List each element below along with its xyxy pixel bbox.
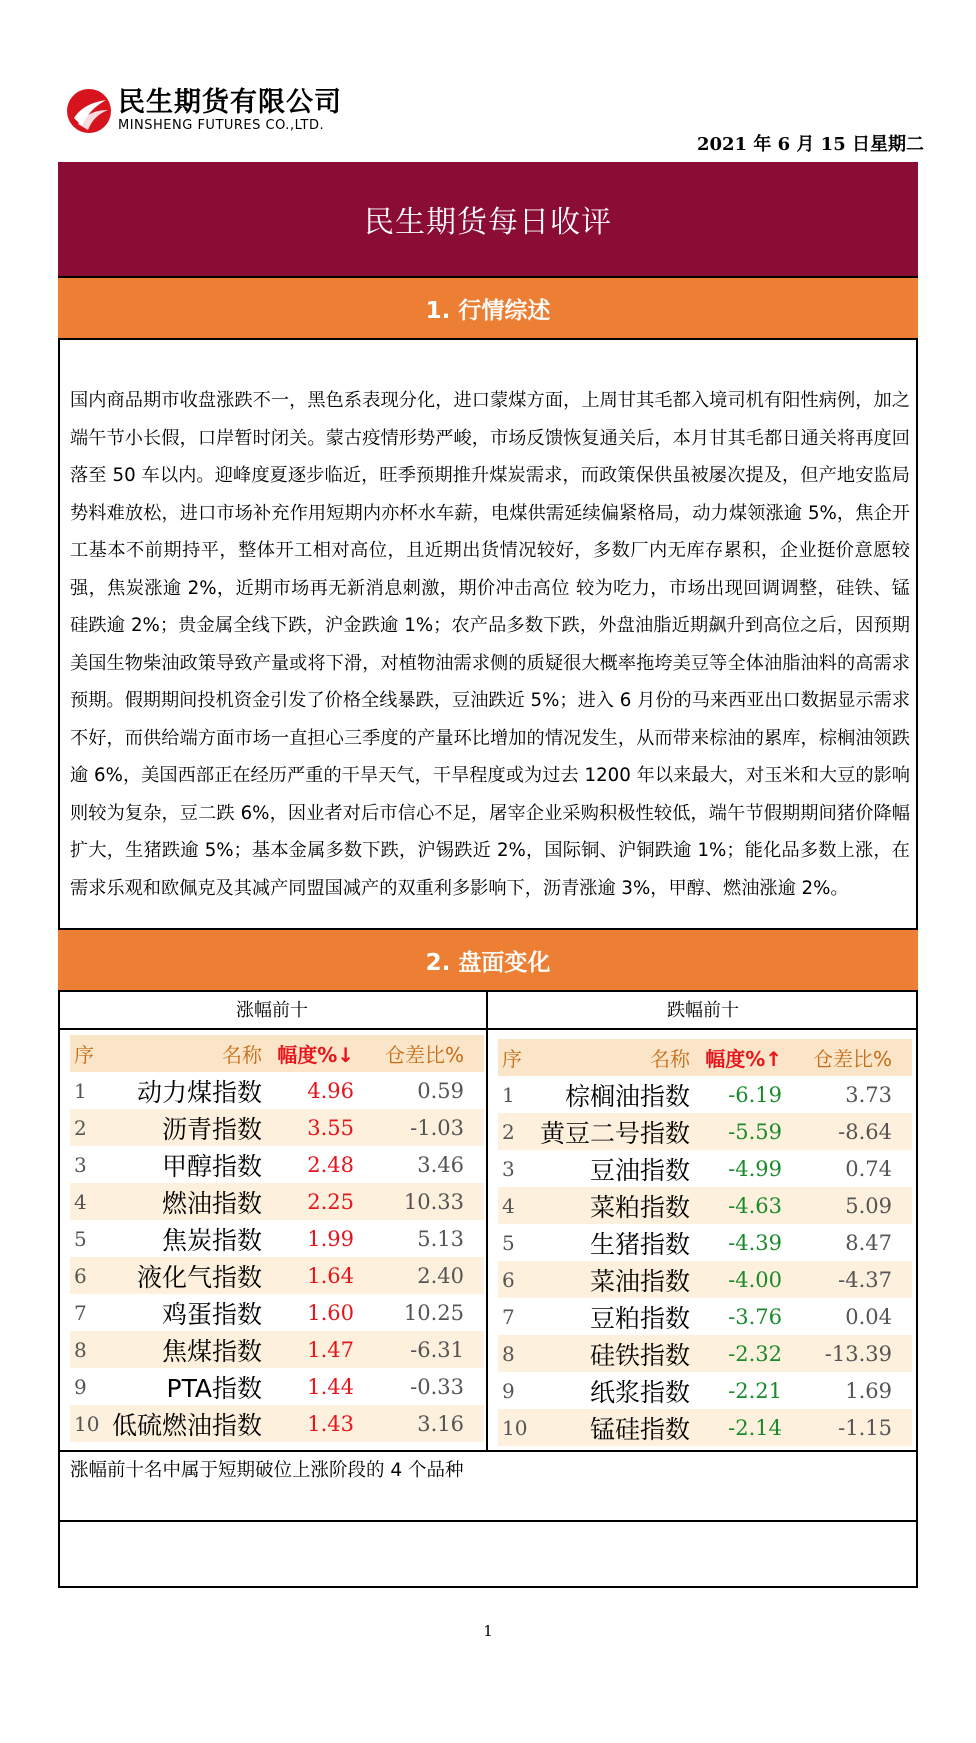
pct-cell: 1.47 xyxy=(307,1337,355,1362)
page-number: 1 xyxy=(483,1622,493,1640)
pct-cell: 1.60 xyxy=(307,1300,355,1325)
col-pos-header: 仓差比% xyxy=(385,1043,465,1067)
name-cell: 菜油指数 xyxy=(590,1266,691,1296)
name-cell: 豆油指数 xyxy=(590,1155,691,1185)
rank-cell: 6 xyxy=(502,1267,515,1292)
pct-cell: -4.00 xyxy=(728,1267,783,1292)
col-name-header: 名称 xyxy=(222,1043,263,1067)
name-cell: 甲醇指数 xyxy=(162,1151,263,1181)
gainers-title: 涨幅前十 xyxy=(236,1000,308,1021)
position-change-cell: 0.59 xyxy=(417,1078,465,1103)
position-change-cell: 8.47 xyxy=(845,1230,893,1255)
section-heading-board-changes: 2. 盘面变化 xyxy=(58,928,918,992)
table-row xyxy=(498,1335,912,1372)
position-change-cell: -8.64 xyxy=(838,1119,893,1144)
pct-cell: -5.59 xyxy=(728,1119,783,1144)
rank-cell: 5 xyxy=(502,1230,515,1255)
column-divider xyxy=(486,990,488,1450)
position-change-cell: 10.33 xyxy=(403,1189,465,1214)
name-cell: 沥青指数 xyxy=(162,1114,263,1144)
divider xyxy=(58,1028,486,1030)
table-row xyxy=(498,1150,912,1187)
position-change-cell: 3.46 xyxy=(417,1152,465,1177)
rank-cell: 5 xyxy=(74,1226,87,1251)
rank-cell: 7 xyxy=(74,1300,87,1325)
col-idx-header: 序 xyxy=(74,1043,94,1067)
company-logo xyxy=(66,88,342,134)
section-heading-market-overview: 1. 行情综述 xyxy=(58,276,918,340)
rank-cell: 3 xyxy=(502,1156,515,1181)
table-row xyxy=(70,1220,484,1257)
rank-cell: 9 xyxy=(74,1374,87,1399)
col-pct-header: 幅度%↑ xyxy=(705,1047,783,1071)
position-change-cell: 1.69 xyxy=(845,1378,893,1403)
position-change-cell: 0.74 xyxy=(845,1156,893,1181)
table-row xyxy=(498,1187,912,1224)
name-cell: 纸浆指数 xyxy=(590,1377,691,1407)
name-cell: 焦煤指数 xyxy=(162,1336,263,1366)
rank-cell: 7 xyxy=(502,1304,515,1329)
name-cell: 棕榈油指数 xyxy=(565,1081,691,1111)
pct-cell: 2.48 xyxy=(307,1152,355,1177)
report-title: 民生期货每日收评 xyxy=(58,162,918,276)
table-row xyxy=(498,1076,912,1113)
table-row xyxy=(70,1109,484,1146)
losers-table xyxy=(498,1039,912,1446)
pct-cell: 1.44 xyxy=(307,1374,355,1399)
name-cell: 燃油指数 xyxy=(162,1188,263,1218)
rank-cell: 9 xyxy=(502,1378,515,1403)
col-pos-header: 仓差比% xyxy=(813,1047,893,1071)
pct-cell: -2.32 xyxy=(728,1341,783,1366)
pct-cell: 4.96 xyxy=(307,1078,355,1103)
report-date: 2021 年 6 月 15 日星期二 xyxy=(696,134,924,155)
table-row xyxy=(70,1257,484,1294)
divider xyxy=(488,1028,918,1030)
name-cell: 豆粕指数 xyxy=(590,1303,691,1333)
name-cell: 菜粕指数 xyxy=(590,1192,691,1222)
name-cell: 焦炭指数 xyxy=(162,1225,263,1255)
pct-cell: -2.14 xyxy=(728,1415,783,1440)
table-row xyxy=(70,1072,484,1109)
table-header-row xyxy=(70,1035,484,1072)
position-change-cell: 3.73 xyxy=(845,1082,893,1107)
losers-title: 跌幅前十 xyxy=(667,1000,739,1021)
market-overview-text: 国内商品期市收盘涨跌不一，黑色系表现分化，进口蒙煤方面，上周甘其毛都入境司机有阳性病例，加之端午节小长假，口岸暂时闭关。蒙古疫情形势严峻，市场反馈恢复通关后，本月甘其毛都日通关将再度回落至 50 车以内。迎峰度夏逐步临近，旺季预期推升煤炭需求，而政策保供虽被屡次提及，但产地安监局势料难放松，进口市场补充作用短期内亦杯水车薪，电煤供需延续偏紧格局，动力煤领涨逾 5%，焦企开工基本不前期持平，整体开工相对高位，且近期出货情况较好，多数厂内无库存累积，企业挺价意愿较强，焦炭涨逾 2%，近期市场再无新消息刺激，期价冲击高位 较为吃力，市场出现回调调整，硅铁、锰硅跌逾 2%；贵金属全线下跌，沪金跌逾 1%；农产品多数下跌，外盘油脂近期飙升到高位之后，因预期美国生物柴油政策导致产量或将下滑，对植物油需求侧的质疑很大概率拖垮美豆等全体油脂油料的高需求预期。假期期间投机资金引发了价格全线暴跌，豆油跌近 5%；进入 6 月份的马来西亚出口数据显示需求不好，而供给端方面市场一直担心三季度的产量环比增加的情况发生，从而带来棕油的累库，棕榈油领跌逾 6%，美国西部正在经历严重的干旱天气，干旱程度或为过去 1200 年以来最大，对玉米和大豆的影响则较为复杂，豆二跌 6%，因业者对后市信心不足，屠宰企业采购积极性较低，端午节假期期间猪价降幅扩大，生猪跌逾 5%；基本金属多数下跌，沪锡跌近 2%，国际铜、沪铜跌逾 1%；能化品多数上涨，在需求乐观和欧佩克及其减产同盟国减产的双重利多影响下，沥青涨逾 3%，甲醇、燃油涨逾 2%。 xyxy=(70,390,910,899)
name-cell: 液化气指数 xyxy=(137,1262,263,1292)
rank-cell: 8 xyxy=(502,1341,515,1366)
table-row xyxy=(70,1146,484,1183)
pct-cell: 1.99 xyxy=(307,1226,355,1251)
rank-cell: 2 xyxy=(74,1115,87,1140)
table-row xyxy=(70,1294,484,1331)
rank-cell: 1 xyxy=(502,1082,515,1107)
rank-cell: 10 xyxy=(502,1415,528,1440)
table-row xyxy=(498,1261,912,1298)
pct-cell: 1.64 xyxy=(307,1263,355,1288)
rank-cell: 4 xyxy=(74,1189,87,1214)
table-row xyxy=(70,1183,484,1220)
name-cell: 动力煤指数 xyxy=(137,1077,263,1107)
pct-cell: 3.55 xyxy=(307,1115,355,1140)
name-cell: 低硫燃油指数 xyxy=(112,1410,263,1440)
rank-cell: 2 xyxy=(502,1119,515,1144)
name-cell: 生猪指数 xyxy=(590,1229,691,1259)
col-idx-header: 序 xyxy=(502,1047,522,1071)
pct-cell: -4.39 xyxy=(728,1230,783,1255)
pct-cell: -6.19 xyxy=(728,1082,783,1107)
rank-cell: 8 xyxy=(74,1337,87,1362)
pct-cell: -4.63 xyxy=(728,1193,783,1218)
col-pct-header: 幅度%↓ xyxy=(277,1043,355,1067)
rank-cell: 1 xyxy=(74,1078,87,1103)
divider xyxy=(58,1450,918,1452)
position-change-cell: 2.40 xyxy=(417,1263,465,1288)
minsheng-logo-icon xyxy=(66,88,112,134)
position-change-cell: -1.15 xyxy=(838,1415,893,1440)
col-name-header: 名称 xyxy=(650,1047,691,1071)
pct-cell: -3.76 xyxy=(728,1304,783,1329)
table-row xyxy=(498,1224,912,1261)
name-cell: 锰硅指数 xyxy=(590,1414,691,1444)
rank-cell: 10 xyxy=(74,1411,100,1436)
pct-cell: 2.25 xyxy=(307,1189,355,1214)
name-cell: PTA指数 xyxy=(166,1373,263,1403)
rank-cell: 3 xyxy=(74,1152,87,1177)
company-name-cn: 民生期货有限公司 xyxy=(118,87,342,118)
name-cell: 黄豆二号指数 xyxy=(540,1118,691,1148)
position-change-cell: -6.31 xyxy=(410,1337,465,1362)
position-change-cell: 3.16 xyxy=(417,1411,465,1436)
table-header-row xyxy=(498,1039,912,1076)
rank-cell: 4 xyxy=(502,1193,515,1218)
rank-cell: 6 xyxy=(74,1263,87,1288)
position-change-cell: -13.39 xyxy=(824,1341,893,1366)
table-row xyxy=(70,1331,484,1368)
table-row xyxy=(70,1405,484,1442)
name-cell: 鸡蛋指数 xyxy=(162,1299,263,1329)
position-change-cell: -1.03 xyxy=(410,1115,465,1140)
position-change-cell: -0.33 xyxy=(410,1374,465,1399)
pct-cell: -2.21 xyxy=(728,1378,783,1403)
table-row xyxy=(70,1368,484,1405)
company-name-en: MINSHENG FUTURES CO.,LTD. xyxy=(118,118,325,133)
pct-cell: 1.43 xyxy=(307,1411,355,1436)
table-row xyxy=(498,1113,912,1150)
table-row xyxy=(498,1372,912,1409)
pct-cell: -4.99 xyxy=(728,1156,783,1181)
divider xyxy=(58,1520,918,1522)
table-row xyxy=(498,1298,912,1335)
position-change-cell: 10.25 xyxy=(403,1300,465,1325)
table-row xyxy=(498,1409,912,1446)
breakout-note: 涨幅前十名中属于短期破位上涨阶段的 4 个品种 xyxy=(70,1460,464,1481)
position-change-cell: -4.37 xyxy=(838,1267,893,1292)
name-cell: 硅铁指数 xyxy=(590,1340,691,1370)
position-change-cell: 5.09 xyxy=(845,1193,893,1218)
gainers-table xyxy=(70,1035,484,1442)
position-change-cell: 5.13 xyxy=(417,1226,465,1251)
position-change-cell: 0.04 xyxy=(845,1304,893,1329)
